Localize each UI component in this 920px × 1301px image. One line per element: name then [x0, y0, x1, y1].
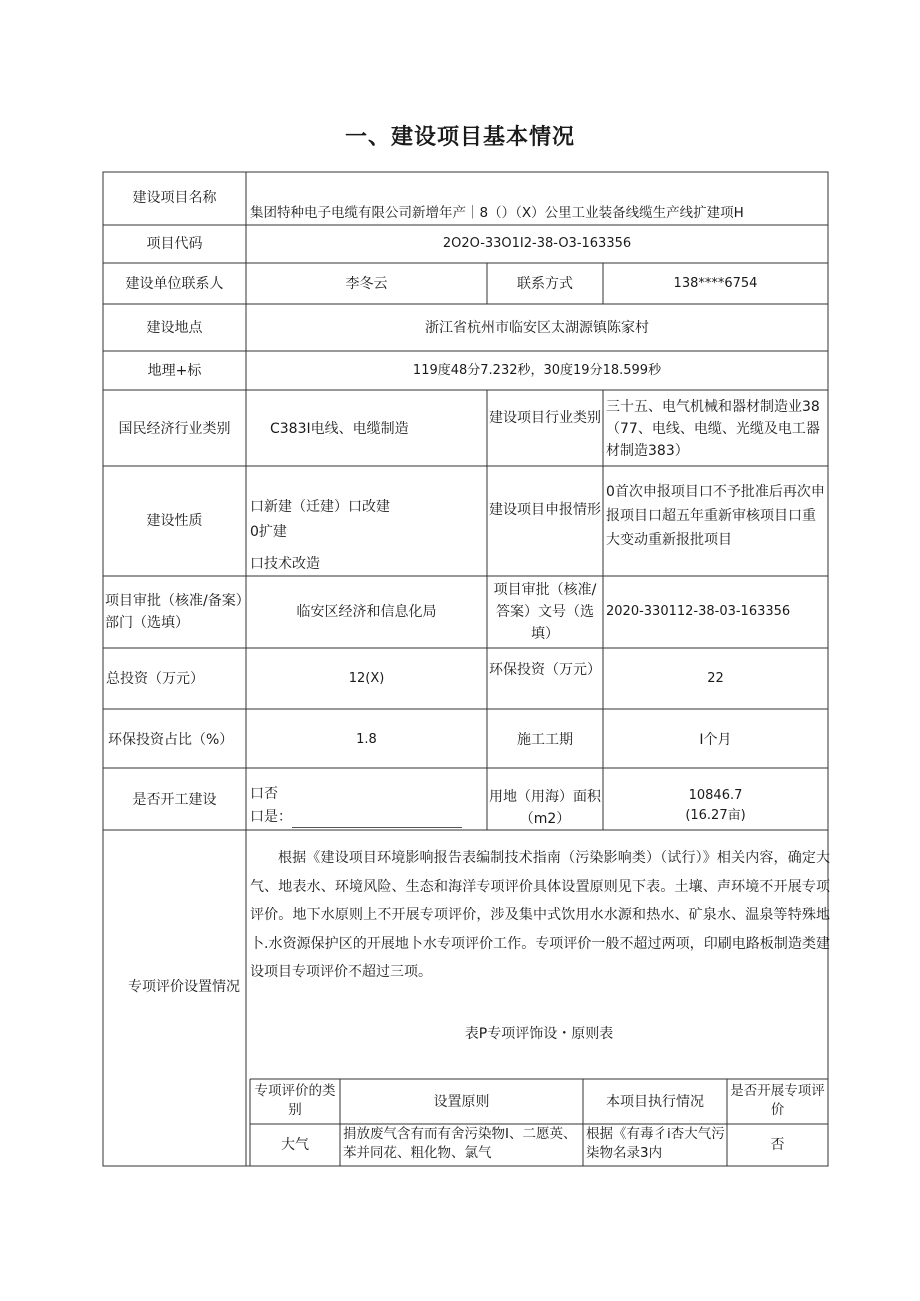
env-ratio-value: 1.8	[356, 732, 377, 747]
location-value: 浙江省杭州市临安区太湖源镇陈家村	[425, 320, 649, 336]
inner-row-category: 大气	[281, 1137, 309, 1153]
contact-value: 李冬云	[345, 276, 388, 292]
project-code-value: 2O2O-33O1I2-38-O3-163356	[442, 236, 632, 251]
nature-option-expand: 0扩建	[250, 524, 287, 540]
location-label: 建设地点	[146, 320, 203, 336]
land-area-value: 10846.7	[688, 788, 743, 803]
contact-label: 建设单位联系人	[125, 276, 224, 292]
industry-label: 国民经济行业类别	[118, 421, 231, 437]
inner-row-status: 根据《有毒彳i杏大气污柒物名录3内	[586, 1126, 725, 1161]
investment-label: 总投资（万元）	[106, 671, 204, 687]
inner-header-category: 专项评价的类别	[254, 1083, 336, 1118]
construction-period-label: 施工工期	[517, 732, 573, 748]
project-code-label: 项目代码	[146, 236, 203, 252]
apply-type-value: 0首次申报项目口不予批准后再次申报项目口超五年重新审核项目口重大变动重新报批项目	[606, 484, 825, 548]
industry-category-label: 建设项目行业类别	[489, 410, 601, 426]
env-investment-label: 环保投资（万元）	[489, 662, 601, 678]
coords-label: 地理+标	[147, 363, 202, 379]
table-caption: 表P专项评饰设・原则表	[464, 1026, 614, 1042]
nature-option-new: 口新建（迁建）口改建	[250, 499, 390, 515]
project-name-label: 建设项目名称	[132, 190, 217, 206]
project-name-value: 集团特种电子电缆有限公司新增年产｜8（）（X）公里工业装备线缆生产线扩建项H	[250, 205, 744, 221]
approval-doc-label: 项目审批（核准/答案）文号（选填）	[493, 582, 597, 642]
phone-label: 联系方式	[517, 276, 573, 292]
nature-label: 建设性质	[146, 513, 203, 529]
inner-header-status: 本项目执行情况	[606, 1094, 704, 1110]
land-area-mu: (16.27亩)	[685, 808, 746, 823]
investment-value: 12(X)	[348, 671, 385, 686]
approval-doc-value: 2020-330112-38-03-163356	[606, 604, 791, 619]
apply-type-label: 建设项目申报情形	[489, 502, 601, 518]
started-option-no: 口否	[250, 786, 278, 802]
started-label: 是否开工建设	[132, 792, 217, 808]
started-yes-blank	[292, 813, 462, 828]
inner-header-principle: 设置原则	[433, 1094, 490, 1110]
inner-header-conduct: 是否开展专项评价	[730, 1083, 825, 1118]
started-option-yes: 口是：	[250, 806, 485, 828]
special-eval-paragraph: 根据《建设项目环境影响报告表编制技术指南（污染影响类）（试行）》相关内容，确定大气、地表水、环境风险、生态和海洋专项评价具体设置原则见下表。土壤、声环境不开展专项评价。地下水原则上不开展专项评价，涉及集中式饮用水水源和热水、矿泉水、温泉等特殊地卜.水资源保护区的开展地卜水专项评价工作。专项评价一般不超过两项，印刷电路板制造类建设项目专项评价不超过三项。	[250, 850, 830, 980]
construction-period-value: I个月	[699, 732, 732, 748]
inner-row-conduct: 否	[770, 1137, 785, 1153]
industry-category-value: 三十五、电气机械和器材制造业38（77、电线、电缆、光缆及电工器材制造383）	[606, 399, 820, 459]
approval-dept-label: 项目审批（核准/备案）部门（选填）	[105, 593, 243, 631]
industry-value: C383I电线、电缆制造	[270, 421, 409, 437]
nature-option-tech: 口技术改造	[250, 556, 320, 572]
page-title: 一、建设项目基本情况	[344, 125, 575, 150]
coords-value: 119度48分7.232秒，30度19分18.599秒	[412, 363, 662, 378]
inner-row-principle: 捐放废气含有而有舍污染物I、二愿英、苯并同花、粗化物、氯气	[343, 1126, 577, 1161]
land-area-label: 用地（用海）面积（m2）	[489, 789, 601, 827]
env-ratio-label: 环保投资占比（%）	[108, 732, 234, 748]
approval-dept-value: 临安区经济和信息化局	[296, 604, 437, 620]
env-investment-value: 22	[707, 671, 724, 686]
special-eval-label: 专项评价设置情况	[128, 979, 240, 995]
phone-value: 138****6754	[673, 276, 758, 291]
